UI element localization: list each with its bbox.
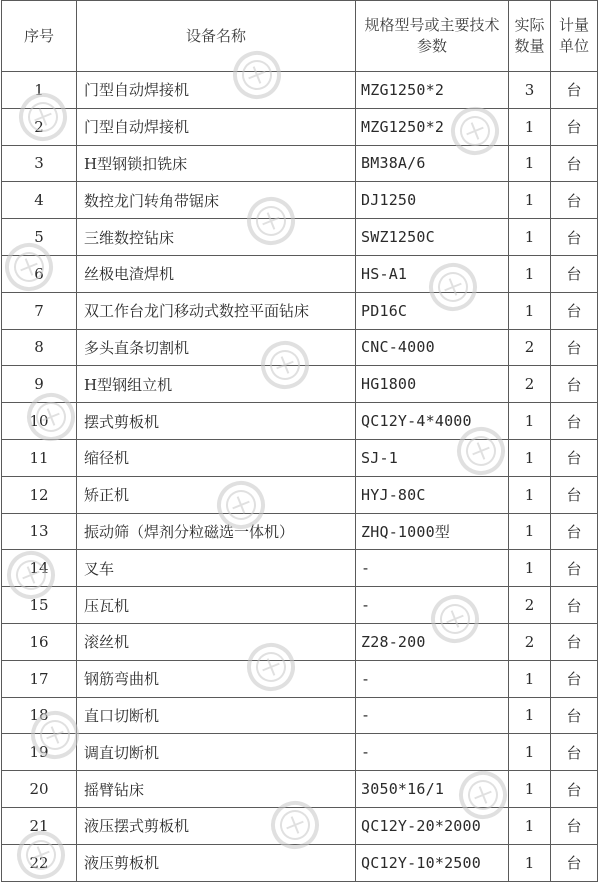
cell-quantity: 1 [509,476,551,513]
table-header [2,1,598,72]
cell-spec: QC12Y-10*2500 [356,844,509,881]
cell-quantity: 1 [509,697,551,734]
cell-equipment-name: 滚丝机 [77,623,356,660]
table-row [2,550,598,587]
table-row [2,623,598,660]
cell-spec: SJ-1 [356,439,509,476]
cell-equipment-name: 门型自动焊接机 [77,72,356,109]
cell-quantity: 1 [509,550,551,587]
cell-serial-number: 15 [2,587,77,624]
table-row [2,476,598,513]
table-row [2,771,598,808]
cell-unit: 台 [551,72,598,109]
header-equipment-name: 设备名称 [77,1,356,72]
cell-spec: MZG1250*2 [356,108,509,145]
cell-serial-number: 17 [2,660,77,697]
cell-equipment-name: 压瓦机 [77,587,356,624]
cell-serial-number: 20 [2,771,77,808]
cell-equipment-name: 矫正机 [77,476,356,513]
cell-serial-number: 6 [2,255,77,292]
cell-quantity: 1 [509,844,551,881]
cell-spec: HS-A1 [356,255,509,292]
header-unit: 计量单位 [551,1,598,72]
table-row [2,587,598,624]
table-row [2,329,598,366]
table-row [2,439,598,476]
cell-quantity: 1 [509,513,551,550]
cell-serial-number: 1 [2,72,77,109]
cell-unit: 台 [551,697,598,734]
cell-unit: 台 [551,439,598,476]
cell-spec: HYJ-80C [356,476,509,513]
cell-serial-number: 21 [2,807,77,844]
cell-quantity: 1 [509,108,551,145]
cell-unit: 台 [551,771,598,808]
cell-quantity: 1 [509,182,551,219]
cell-spec: CNC-4000 [356,329,509,366]
cell-quantity: 1 [509,807,551,844]
cell-equipment-name: 液压剪板机 [77,844,356,881]
table-row [2,108,598,145]
cell-quantity: 1 [509,292,551,329]
cell-unit: 台 [551,292,598,329]
cell-serial-number: 10 [2,403,77,440]
cell-unit: 台 [551,255,598,292]
cell-equipment-name: 叉车 [77,550,356,587]
cell-serial-number: 5 [2,219,77,256]
cell-unit: 台 [551,108,598,145]
cell-spec: QC12Y-4*4000 [356,403,509,440]
cell-unit: 台 [551,844,598,881]
cell-spec: - [356,734,509,771]
cell-unit: 台 [551,513,598,550]
cell-unit: 台 [551,587,598,624]
table-row [2,697,598,734]
cell-spec: BM38A/6 [356,145,509,182]
cell-unit: 台 [551,623,598,660]
cell-serial-number: 2 [2,108,77,145]
cell-equipment-name: 调直切断机 [77,734,356,771]
cell-equipment-name: 双工作台龙门移动式数控平面钻床 [77,292,356,329]
cell-serial-number: 9 [2,366,77,403]
table-row [2,403,598,440]
header-quantity: 实际数量 [509,1,551,72]
cell-spec: SWZ1250C [356,219,509,256]
header-serial-number: 序号 [2,1,77,72]
cell-equipment-name: 丝极电渣焊机 [77,255,356,292]
cell-equipment-name: 多头直条切割机 [77,329,356,366]
cell-unit: 台 [551,734,598,771]
cell-spec: ZHQ-1000型 [356,513,509,550]
cell-quantity: 1 [509,255,551,292]
cell-serial-number: 4 [2,182,77,219]
header-spec: 规格型号或主要技术参数 [356,1,509,72]
cell-unit: 台 [551,476,598,513]
cell-serial-number: 8 [2,329,77,366]
header-row [2,1,598,72]
table-row [2,72,598,109]
cell-unit: 台 [551,145,598,182]
cell-quantity: 1 [509,439,551,476]
cell-quantity: 2 [509,587,551,624]
cell-spec: - [356,660,509,697]
cell-quantity: 1 [509,734,551,771]
cell-quantity: 2 [509,329,551,366]
cell-spec: PD16C [356,292,509,329]
cell-equipment-name: H型钢组立机 [77,366,356,403]
cell-unit: 台 [551,366,598,403]
cell-equipment-name: 钢筋弯曲机 [77,660,356,697]
cell-spec: - [356,697,509,734]
cell-serial-number: 18 [2,697,77,734]
cell-serial-number: 7 [2,292,77,329]
table-row [2,734,598,771]
table-row [2,660,598,697]
cell-spec: Z28-200 [356,623,509,660]
table-row [2,145,598,182]
table-row [2,255,598,292]
cell-quantity: 1 [509,660,551,697]
table-row [2,182,598,219]
cell-unit: 台 [551,403,598,440]
cell-equipment-name: H型钢锁扣铣床 [77,145,356,182]
table-row [2,844,598,881]
cell-equipment-name: 直口切断机 [77,697,356,734]
cell-unit: 台 [551,219,598,256]
cell-equipment-name: 三维数控钻床 [77,219,356,256]
cell-serial-number: 13 [2,513,77,550]
cell-equipment-name: 振动筛（焊剂分粒磁选一体机） [77,513,356,550]
cell-quantity: 1 [509,145,551,182]
cell-quantity: 1 [509,403,551,440]
cell-spec: DJ1250 [356,182,509,219]
cell-unit: 台 [551,660,598,697]
cell-spec: 3050*16/1 [356,771,509,808]
table-row [2,513,598,550]
cell-equipment-name: 液压摆式剪板机 [77,807,356,844]
table-row [2,807,598,844]
cell-quantity: 1 [509,771,551,808]
cell-unit: 台 [551,807,598,844]
cell-serial-number: 12 [2,476,77,513]
cell-spec: MZG1250*2 [356,72,509,109]
cell-quantity: 1 [509,219,551,256]
table-body [2,72,598,882]
cell-serial-number: 19 [2,734,77,771]
cell-serial-number: 22 [2,844,77,881]
cell-quantity: 2 [509,623,551,660]
table-row [2,292,598,329]
cell-spec: HG1800 [356,366,509,403]
cell-equipment-name: 摇臂钻床 [77,771,356,808]
cell-unit: 台 [551,182,598,219]
cell-spec: - [356,587,509,624]
cell-equipment-name: 摆式剪板机 [77,403,356,440]
equipment-table [1,0,598,882]
table-row [2,366,598,403]
cell-quantity: 3 [509,72,551,109]
cell-serial-number: 16 [2,623,77,660]
cell-serial-number: 3 [2,145,77,182]
cell-quantity: 2 [509,366,551,403]
cell-serial-number: 11 [2,439,77,476]
cell-unit: 台 [551,550,598,587]
cell-equipment-name: 数控龙门转角带锯床 [77,182,356,219]
cell-equipment-name: 门型自动焊接机 [77,108,356,145]
cell-unit: 台 [551,329,598,366]
cell-equipment-name: 缩径机 [77,439,356,476]
cell-spec: QC12Y-20*2000 [356,807,509,844]
table-row [2,219,598,256]
cell-serial-number: 14 [2,550,77,587]
cell-spec: - [356,550,509,587]
